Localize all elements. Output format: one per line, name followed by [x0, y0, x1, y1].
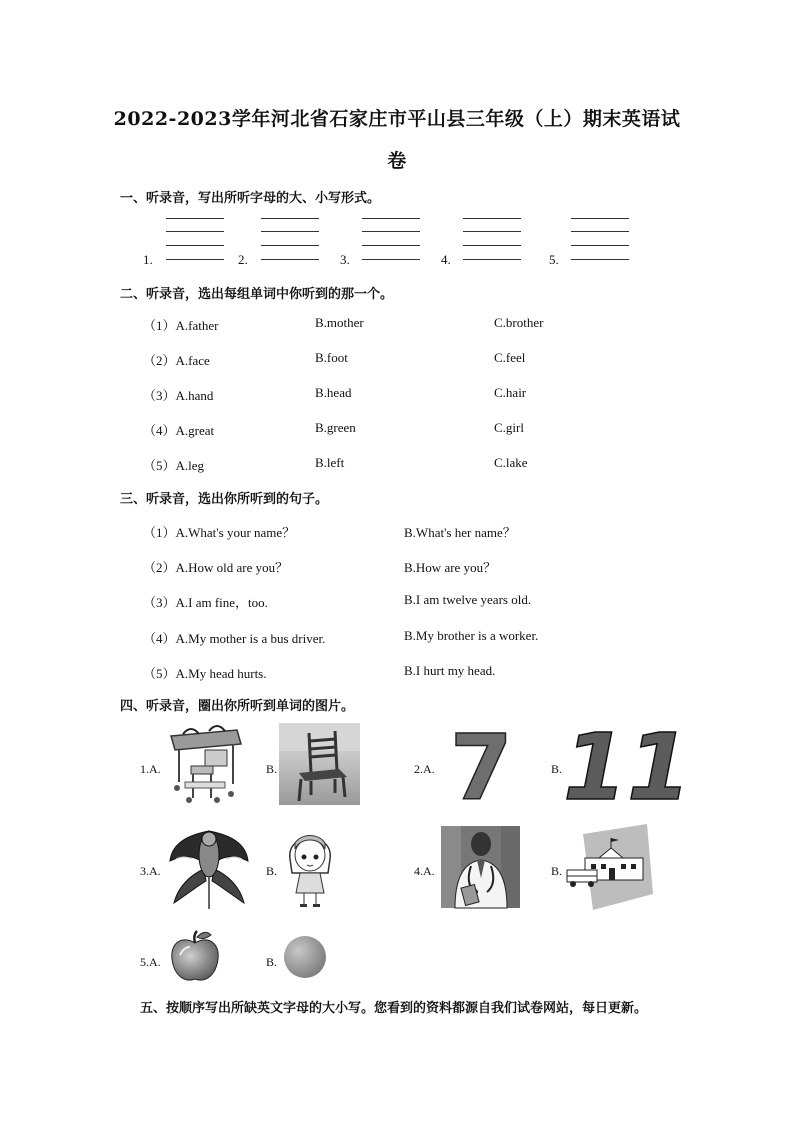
option-b[interactable]: B.left: [315, 455, 345, 470]
option-a[interactable]: （5）A.leg: [143, 458, 205, 473]
picture-label: 1.A.: [140, 762, 161, 776]
item-number: 3.: [340, 252, 350, 267]
item-number: 1.: [143, 252, 153, 267]
option-a[interactable]: （3）A.hand: [143, 388, 214, 403]
section-4-heading: 四、听录音，圈出你所听到单词的图片。: [120, 699, 355, 714]
number-eleven-picture[interactable]: [563, 714, 692, 821]
option-b[interactable]: B.My brother is a worker.: [404, 628, 539, 643]
picture-label: B.: [266, 864, 278, 878]
option-b[interactable]: B.head: [315, 385, 352, 400]
option-c[interactable]: C.brother: [494, 315, 544, 330]
option-a[interactable]: （5）A.My head hurts.: [143, 666, 267, 681]
option-b[interactable]: B.How are you？: [404, 560, 497, 575]
option-c[interactable]: C.girl: [494, 420, 524, 435]
option-a[interactable]: （1）A.father: [143, 318, 219, 333]
kite-picture[interactable]: [168, 825, 250, 913]
chair-picture[interactable]: [279, 723, 360, 809]
desk-picture[interactable]: [165, 722, 245, 810]
number-seven: 7: [450, 716, 513, 821]
option-a[interactable]: （4）A.My mother is a bus driver.: [143, 631, 326, 646]
picture-label: B.: [266, 955, 278, 969]
picture-label: 3.A.: [140, 864, 161, 878]
option-c[interactable]: C.feel: [494, 350, 526, 365]
option-b[interactable]: B.I am twelve years old.: [404, 592, 532, 607]
number-seven-picture[interactable]: [448, 716, 513, 821]
number-eleven: 11: [563, 714, 692, 821]
section-2-heading: 二、听录音，选出每组单词中你听到的那一个。: [120, 287, 394, 302]
girl-picture[interactable]: [282, 825, 338, 915]
picture-label: B.: [551, 864, 563, 878]
page-title-continued: 卷: [387, 150, 407, 172]
option-a[interactable]: （2）A.How old are you？: [143, 560, 289, 575]
picture-label: 4.A.: [414, 864, 435, 878]
school-picture[interactable]: [563, 824, 653, 914]
option-b[interactable]: B.foot: [315, 350, 348, 365]
section-1-heading: 一、听录音，写出所听字母的大、小写形式。: [120, 191, 381, 206]
picture-label: B.: [266, 762, 278, 776]
section-5-heading: 五、按顺序写出所缺英文字母的大小写。您看到的资料都源自我们试卷网站，每日更新。: [140, 1001, 648, 1016]
picture-label: 2.A.: [414, 762, 435, 776]
apple-picture[interactable]: [168, 929, 222, 989]
picture-label: 5.A.: [140, 955, 161, 969]
option-c[interactable]: C.hair: [494, 385, 527, 400]
orange-picture[interactable]: [282, 934, 328, 984]
option-a[interactable]: （3）A.I am fine，too.: [143, 595, 268, 610]
option-b[interactable]: B.I hurt my head.: [404, 663, 496, 678]
picture-label: B.: [551, 762, 563, 776]
page-title: 2022-2023学年河北省石家庄市平山县三年级（上）期末英语试: [113, 108, 681, 130]
option-a[interactable]: （1）A.What's your name？: [143, 525, 296, 540]
option-a[interactable]: （4）A.great: [143, 423, 215, 438]
item-number: 2.: [238, 252, 248, 267]
item-number: 4.: [441, 252, 451, 267]
option-b[interactable]: B.What's her name？: [404, 525, 516, 540]
doctor-picture[interactable]: [441, 826, 520, 912]
option-c[interactable]: C.lake: [494, 455, 528, 470]
option-a[interactable]: （2）A.face: [143, 353, 210, 368]
option-b[interactable]: B.green: [315, 420, 356, 435]
option-b[interactable]: B.mother: [315, 315, 364, 330]
section-3-heading: 三、听录音，选出你所听到的句子。: [120, 492, 329, 507]
item-number: 5.: [549, 252, 559, 267]
